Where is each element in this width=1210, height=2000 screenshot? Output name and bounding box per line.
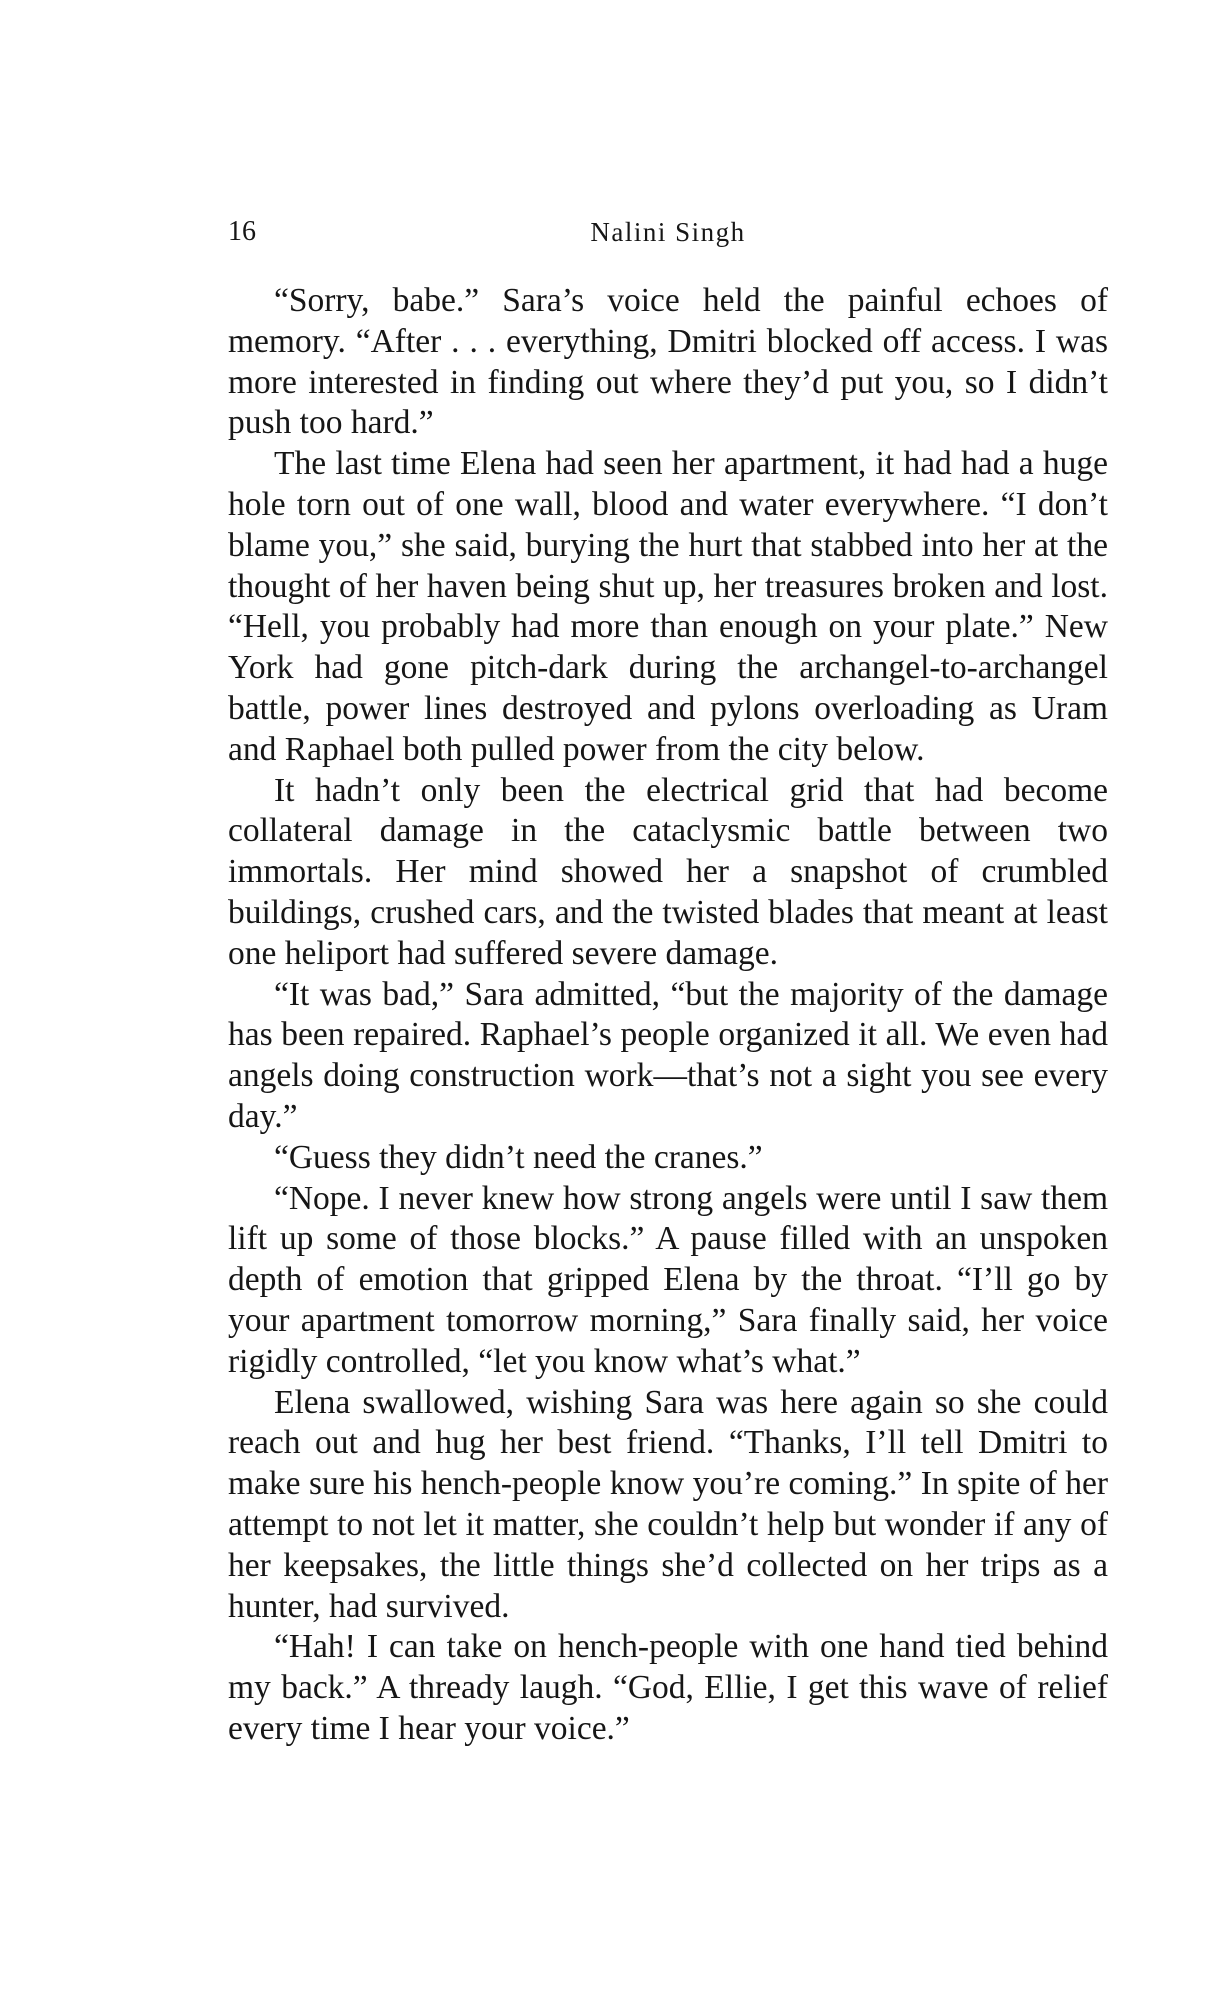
paragraph: The last time Elena had seen her apartment, it had had a huge hole torn out of one wall, blood and water everywhere. “I don’t blame you,” she said, burying the hurt that stabbed into her at the thought of her haven being shut up, her treasures broken and lost. “Hell, you probably had more than enough on your plate.” New York had gone pitch-dark during the archangel-to-archangel battle, power lines destroyed and pylons overloading as Uram and Raphael both pulled power from the city below. <box>228 445 1108 768</box>
paragraph: “Guess they didn’t need the cranes.” <box>274 1138 763 1176</box>
running-head <box>228 212 1108 252</box>
paragraph: “Sorry, babe.” Sara’s voice held the painful echoes of memory. “After . . . everything, Dmitri blocked off access. I was more interested in finding out where they’d put you, so I didn’t push too hard.” <box>228 282 1108 442</box>
author-name: Nalini Singh <box>590 217 746 247</box>
paragraph: Elena swallowed, wishing Sara was here again so she could reach out and hug her best friend. “Thanks, I’ll tell Dmitri to make sure his hench-people know you’re coming.” In spite of her attempt to not let it matter, she couldn’t help but wonder if any of her keepsakes, the little things she’d collected on her trips as a hunter, had survived. <box>228 1383 1108 1625</box>
paragraph: “Hah! I can take on hench-people with one hand tied behind my back.” A thready laugh. “God, Ellie, I get this wave of relief every time I hear your voice.” <box>228 1628 1108 1747</box>
paragraph: “It was bad,” Sara admitted, “but the majority of the damage has been repaired. Raphael’s people organized it all. We even had angels doing construction work—that’s not a sight you see every day.” <box>228 975 1108 1135</box>
paragraph: “Nope. I never knew how strong angels were until I saw them lift up some of those blocks.” A pause filled with an unspoken depth of emotion that gripped Elena by the throat. “I’ll go by your apartment tomorrow morning,” Sara finally said, her voice rigidly controlled, “let you know what’s what.” <box>228 1179 1108 1380</box>
body-text <box>228 281 1108 1750</box>
paragraph: It hadn’t only been the electrical grid that had become collateral damage in the cataclysmic battle between two immortals. Her mind showed her a snapshot of crumbled buildings, crushed cars, and the twisted blades that meant at least one heliport had suffered severe damage. <box>228 771 1108 972</box>
page-number: 16 <box>228 216 256 247</box>
